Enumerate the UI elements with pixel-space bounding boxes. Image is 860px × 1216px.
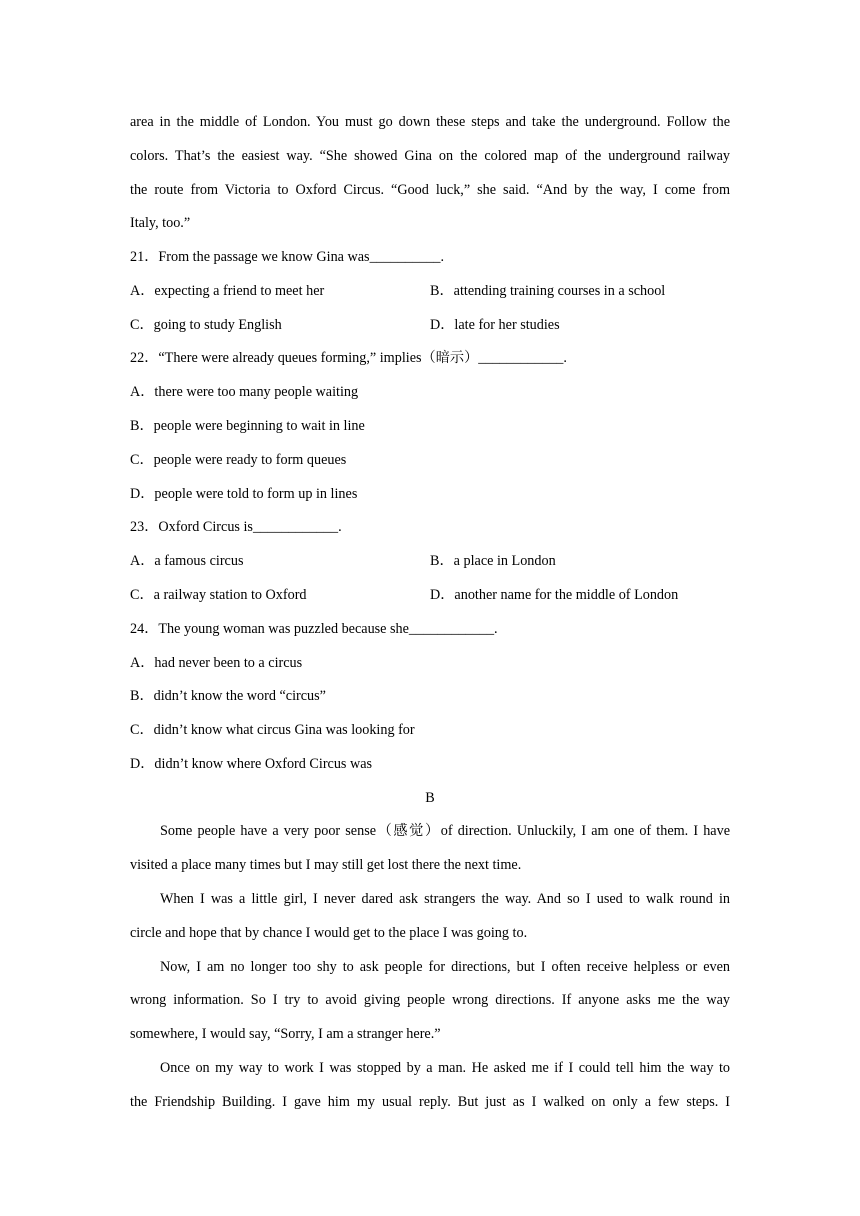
question-21-option-d: D．late for her studies bbox=[430, 317, 560, 333]
passage-line: the Friendship Building. I gave him my usual reply. But just as I walked on only a few steps. I bbox=[130, 1094, 730, 1110]
question-24-option-a: A．had never been to a circus bbox=[130, 655, 303, 671]
passage-line: Once on my way to work I was stopped by a man. He asked me if I could tell him the way to bbox=[160, 1060, 730, 1076]
question-23-stem: 23．Oxford Circus is____________. bbox=[130, 519, 342, 535]
passage-line: Now, I am no longer too shy to ask people for directions, but I often receive helpless or even bbox=[160, 959, 730, 975]
passage-line: When I was a little girl, I never dared ask strangers the way. And so I used to walk round in bbox=[160, 891, 730, 907]
question-24-option-d: D．didn’t know where Oxford Circus was bbox=[130, 756, 373, 772]
passage-line: Italy, too.” bbox=[130, 215, 191, 231]
question-22-option-b: B．people were beginning to wait in line bbox=[130, 418, 365, 434]
passage-line: somewhere, I would say, “Sorry, I am a stranger here.” bbox=[130, 1026, 441, 1042]
question-22-option-c: C．people were ready to form queues bbox=[130, 452, 347, 468]
question-23-option-c: C．a railway station to Oxford bbox=[130, 587, 307, 603]
question-21-option-a: A．expecting a friend to meet her bbox=[130, 283, 325, 299]
passage-line: area in the middle of London. You must go down these steps and take the underground. Follow the bbox=[130, 114, 730, 130]
passage-line: colors. That’s the easiest way. “She showed Gina on the colored map of the underground railway bbox=[130, 148, 730, 164]
question-23-option-a: A．a famous circus bbox=[130, 553, 244, 569]
question-22-option-a: A．there were too many people waiting bbox=[130, 384, 359, 400]
question-24-option-c: C．didn’t know what circus Gina was looking for bbox=[130, 722, 415, 738]
passage-line: circle and hope that by chance I would get to the place I was going to. bbox=[130, 925, 528, 941]
question-22-stem: 22．“There were already queues forming,” implies（暗示）____________. bbox=[130, 350, 567, 366]
section-b-heading: B bbox=[425, 790, 435, 806]
question-21-stem: 21．From the passage we know Gina was__________. bbox=[130, 249, 445, 265]
passage-line: visited a place many times but I may still get lost there the next time. bbox=[130, 857, 522, 873]
question-24-option-b: B．didn’t know the word “circus” bbox=[130, 688, 326, 704]
question-24-stem: 24．The young woman was puzzled because she____________. bbox=[130, 621, 498, 637]
question-23-option-d: D．another name for the middle of London bbox=[430, 587, 679, 603]
passage-line: wrong information. So I try to avoid giving people wrong directions. If anyone asks me the way bbox=[130, 992, 730, 1008]
passage-line: Some people have a very poor sense（感觉）of direction. Unluckily, I am one of them. I have bbox=[160, 823, 730, 839]
question-21-option-c: C．going to study English bbox=[130, 317, 282, 333]
passage-line: the route from Victoria to Oxford Circus. “Good luck,” she said. “And by the way, I come from bbox=[130, 182, 730, 198]
question-21-option-b: B．attending training courses in a school bbox=[430, 283, 666, 299]
question-23-option-b: B．a place in London bbox=[430, 553, 556, 569]
question-22-option-d: D．people were told to form up in lines bbox=[130, 486, 358, 502]
